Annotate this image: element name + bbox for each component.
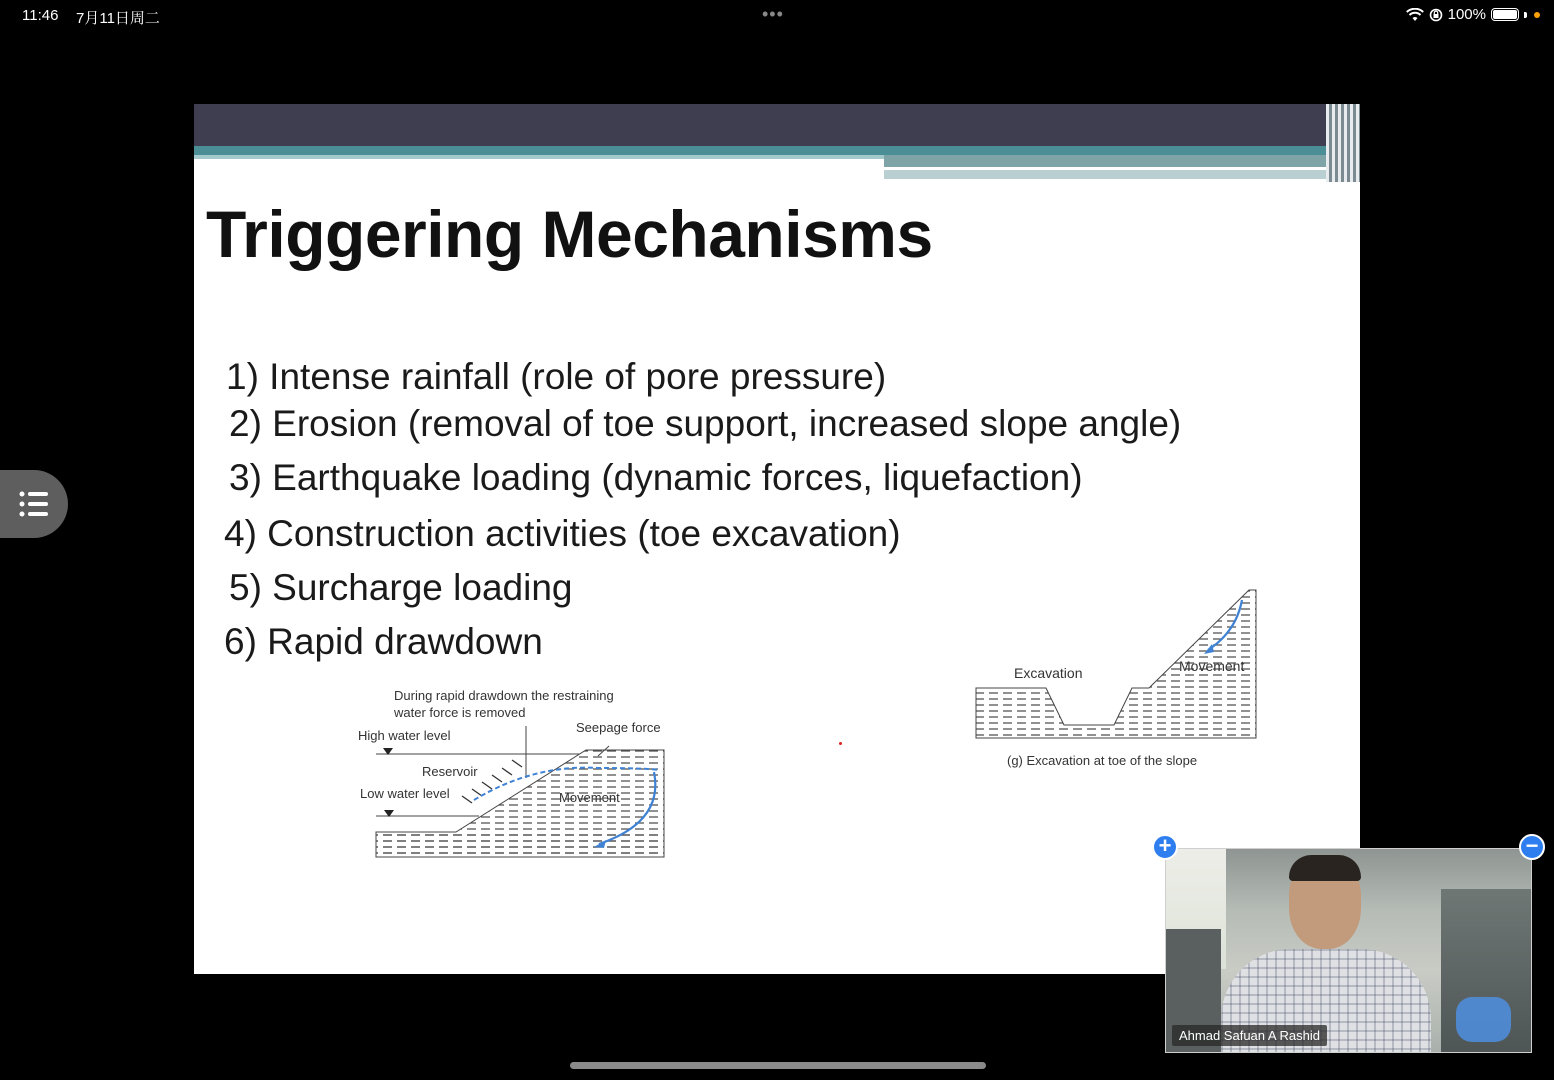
list-icon [18, 488, 50, 520]
sidebar-toggle-button[interactable] [0, 470, 68, 538]
slide-accent-band-right [884, 155, 1360, 167]
movement-label: Movement [559, 790, 620, 805]
low-water-label: Low water level [360, 786, 450, 801]
minus-icon[interactable]: − [1519, 834, 1545, 860]
presentation-slide [194, 104, 1360, 974]
slide-accent-band [194, 146, 1360, 155]
bullet-item: 5) Surcharge loading [229, 567, 573, 608]
slide-stripes-decoration [1326, 104, 1360, 182]
status-bar [0, 0, 1554, 32]
laser-pointer-dot [839, 742, 842, 745]
battery-fill [1493, 10, 1517, 19]
multitasking-dots-icon[interactable]: ••• [762, 4, 784, 24]
participant-hair [1289, 855, 1361, 881]
battery-tip [1524, 12, 1527, 18]
bullet-item: 4) Construction activities (toe excavation) [224, 513, 901, 554]
orientation-lock-icon [1429, 8, 1443, 22]
slide-header-bar [194, 104, 1360, 146]
recording-dot-icon [1534, 12, 1540, 18]
annotation-line1: During rapid drawdown the restraining [394, 688, 614, 703]
movement-label: Movement [1179, 658, 1245, 674]
slide-title: Triggering Mechanisms [206, 197, 933, 271]
excavation-diagram [974, 588, 1264, 778]
battery-icon [1491, 8, 1519, 21]
excavation-label: Excavation [1014, 665, 1083, 681]
reservoir-label: Reservoir [422, 764, 478, 779]
high-water-label: High water level [358, 728, 451, 743]
bullet-item: 2) Erosion (removal of toe support, increased slope angle) [229, 403, 1182, 444]
figure-caption: (g) Excavation at toe of the slope [1007, 753, 1198, 768]
bullet-item: 3) Earthquake loading (dynamic forces, liquefaction) [229, 457, 1083, 498]
slide-accent-band-light [194, 155, 884, 159]
wifi-icon [1406, 8, 1424, 22]
plus-icon[interactable]: + [1152, 834, 1178, 860]
seepage-force-label: Seepage force [576, 720, 661, 735]
battery-percent: 100% [1447, 6, 1486, 23]
home-indicator[interactable] [570, 1062, 986, 1069]
participant-video-tile[interactable] [1165, 848, 1532, 1053]
slide-accent-band-right-light [884, 170, 1334, 179]
status-date: 7月11日周二 [76, 10, 160, 27]
annotation-line2: water force is removed [394, 705, 526, 720]
video-background-object [1456, 997, 1511, 1042]
bullet-item: 6) Rapid drawdown [224, 621, 543, 662]
rapid-drawdown-diagram [354, 682, 674, 862]
status-indicators [1406, 6, 1540, 23]
status-time: 11:46 [22, 7, 59, 24]
bullet-item: 1) Intense rainfall (role of pore pressure) [226, 356, 887, 397]
participant-name-label: Ahmad Safuan A Rashid [1172, 1025, 1327, 1046]
